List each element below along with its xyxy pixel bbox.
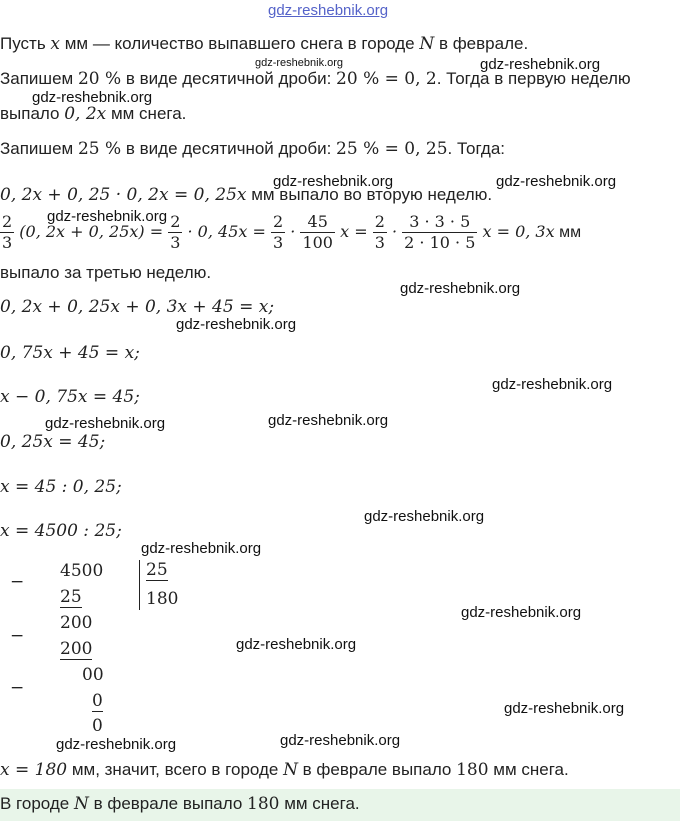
text: мм снега. bbox=[488, 760, 569, 779]
watermark: gdz-reshebnik.org bbox=[32, 89, 153, 106]
text: Запишем bbox=[0, 69, 78, 88]
equation: 0, 2x + 0, 25 · 0, 2x = 0, 25x bbox=[0, 185, 247, 205]
intro-line-1 bbox=[0, 33, 528, 55]
subtract-2: 200 bbox=[60, 639, 93, 659]
equation-1: 0, 2x + 0, 25x + 0, 3x + 45 = x; bbox=[0, 297, 275, 317]
text: Запишем bbox=[0, 139, 78, 158]
value: 180 bbox=[247, 794, 280, 814]
text: мм выпало во вторую неделю. bbox=[246, 185, 493, 204]
equation-3: x − 0, 75x = 45; bbox=[0, 387, 140, 407]
fraction bbox=[300, 212, 335, 253]
text: мм снега. bbox=[106, 104, 187, 123]
expr: · bbox=[391, 222, 403, 241]
intro-line-4 bbox=[0, 138, 505, 160]
watermark: gdz-reshebnik.org bbox=[268, 412, 389, 429]
intro-line-7: выпало за третью неделю. bbox=[0, 263, 212, 282]
minus-sign: − bbox=[10, 572, 25, 592]
header-watermark[interactable]: gdz-reshebnik.org bbox=[268, 2, 389, 19]
var-n: N bbox=[283, 760, 298, 780]
text: В городе bbox=[0, 794, 74, 813]
dividend: 4500 bbox=[60, 561, 104, 581]
watermark: gdz-reshebnik.org bbox=[280, 732, 401, 749]
text: в феврале выпало bbox=[297, 760, 457, 779]
watermark: gdz-reshebnik.org bbox=[56, 736, 177, 753]
fraction bbox=[0, 212, 14, 253]
var-n: N bbox=[419, 34, 435, 54]
division-bar bbox=[139, 560, 140, 610]
subtract-1: 25 bbox=[60, 587, 82, 607]
text: в феврале выпало bbox=[88, 794, 248, 813]
result-line bbox=[0, 759, 569, 781]
numerator: 2 bbox=[374, 212, 385, 231]
denominator: 3 bbox=[272, 233, 284, 252]
watermark: gdz-reshebnik.org bbox=[45, 415, 166, 432]
equation: 25 % = 0, 25 bbox=[336, 139, 448, 159]
minus-sign: − bbox=[10, 678, 25, 698]
watermark: gdz-reshebnik.org bbox=[461, 604, 582, 621]
watermark: gdz-reshebnik.org bbox=[255, 57, 344, 69]
text: выпало bbox=[0, 104, 65, 123]
numerator: 2 bbox=[170, 212, 181, 231]
equation-5: x = 45 : 0, 25; bbox=[0, 477, 122, 497]
expr: (0, 2x + 0, 25x) = bbox=[19, 222, 169, 241]
fraction bbox=[168, 212, 182, 253]
denominator: 3 bbox=[374, 233, 385, 252]
equation: 20 % = 0, 2 bbox=[336, 69, 437, 89]
percent: 20 % bbox=[77, 69, 122, 89]
watermark: gdz-reshebnik.org bbox=[236, 636, 357, 653]
quotient: 180 bbox=[146, 589, 179, 609]
numerator: 3 · 3 · 5 bbox=[402, 212, 477, 233]
expr: · bbox=[290, 222, 301, 241]
percent: 25 % bbox=[77, 139, 122, 159]
value: 180 bbox=[456, 760, 489, 780]
text: в виде десятичной дроби: bbox=[121, 69, 337, 88]
fraction-cancelled bbox=[402, 212, 477, 253]
remainder-2: 00 bbox=[82, 665, 104, 685]
equation-2: 0, 75x + 45 = x; bbox=[0, 343, 140, 363]
numerator: 2 bbox=[2, 212, 13, 231]
intro-line-5 bbox=[0, 184, 492, 206]
watermark: gdz-reshebnik.org bbox=[141, 540, 262, 557]
text: в феврале. bbox=[434, 34, 529, 53]
watermark: gdz-reshebnik.org bbox=[480, 56, 601, 73]
text: . Тогда в первую неделю bbox=[436, 69, 631, 88]
remainder-3: 0 bbox=[92, 716, 103, 736]
equation-4: 0, 25x = 45; bbox=[0, 432, 106, 452]
subtract-3: 0 bbox=[92, 691, 103, 711]
watermark: gdz-reshebnik.org bbox=[364, 508, 485, 525]
text: в виде десятичной дроби: bbox=[121, 139, 337, 158]
minus-sign: − bbox=[10, 626, 25, 646]
unit: мм bbox=[554, 224, 582, 241]
text: Пусть bbox=[0, 34, 51, 53]
watermark: gdz-reshebnik.org bbox=[504, 700, 625, 717]
expr: x = 0, 3x bbox=[482, 222, 555, 241]
numerator: 45 bbox=[300, 212, 335, 233]
denominator: 3 bbox=[170, 233, 181, 252]
var-n: N bbox=[73, 794, 89, 814]
answer-text bbox=[0, 794, 360, 814]
text: мм, значит, всего в городе bbox=[67, 760, 284, 779]
remainder-1: 200 bbox=[60, 613, 93, 633]
expr: · 0, 45x = bbox=[187, 222, 271, 241]
text: мм — количество выпавшего снега в городе bbox=[60, 34, 420, 53]
equation: x = 180 bbox=[0, 760, 68, 780]
numerator: 2 bbox=[272, 212, 284, 231]
watermark: gdz-reshebnik.org bbox=[400, 280, 521, 297]
answer-banner bbox=[0, 789, 680, 821]
divisor: 25 bbox=[146, 560, 168, 580]
fraction bbox=[271, 212, 285, 253]
fraction-cancelled bbox=[373, 212, 387, 253]
denominator: 100 bbox=[302, 233, 333, 252]
text: мм снега. bbox=[279, 794, 360, 813]
equation-6: x = 4500 : 25; bbox=[0, 521, 122, 541]
intro-line-3 bbox=[0, 103, 186, 125]
var-x: x bbox=[50, 34, 60, 54]
expr: x = bbox=[340, 222, 373, 241]
watermark: gdz-reshebnik.org bbox=[496, 173, 617, 190]
denominator: 3 bbox=[2, 233, 13, 252]
watermark: gdz-reshebnik.org bbox=[492, 376, 613, 393]
value: 0, 2x bbox=[64, 104, 107, 124]
watermark: gdz-reshebnik.org bbox=[47, 208, 168, 225]
denominator: 2 · 10 · 5 bbox=[404, 233, 476, 252]
text: . Тогда: bbox=[447, 139, 506, 158]
watermark: gdz-reshebnik.org bbox=[273, 173, 394, 190]
watermark: gdz-reshebnik.org bbox=[176, 316, 297, 333]
